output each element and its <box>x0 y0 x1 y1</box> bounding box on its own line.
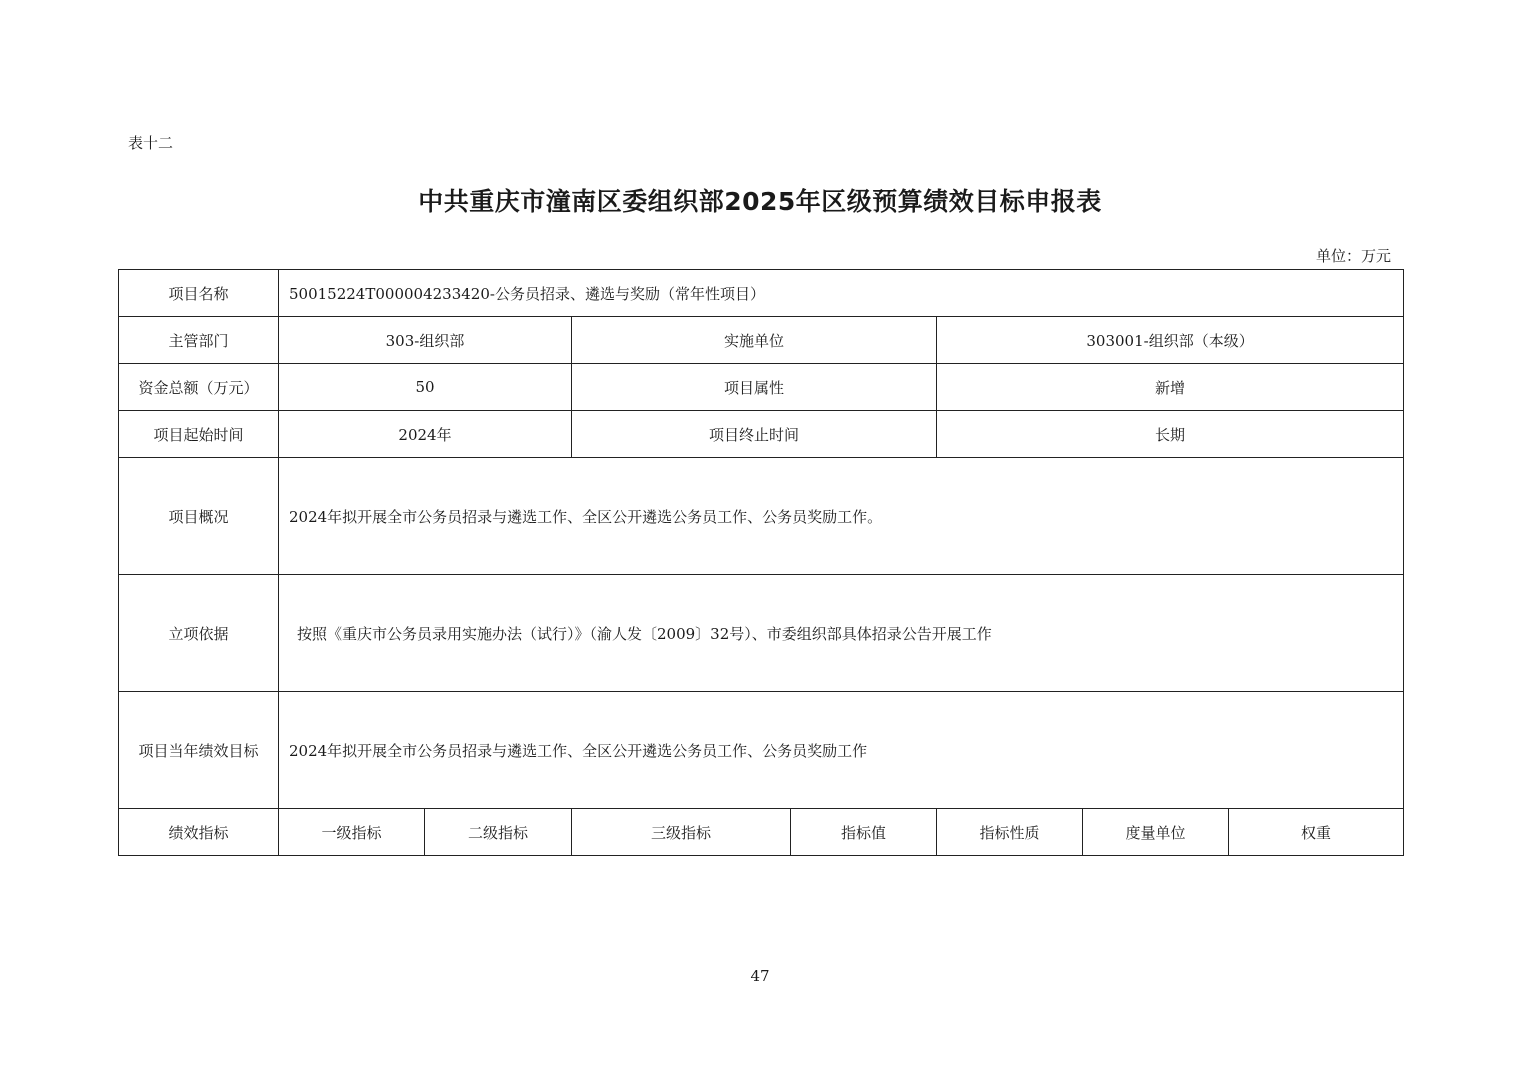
impl-label: 实施单位 <box>572 317 937 364</box>
budget-target-table <box>118 269 1404 856</box>
row-department <box>119 317 1404 364</box>
indicator-header-cell: 权重 <box>1229 809 1404 856</box>
attr-value: 新增 <box>937 364 1404 411</box>
dept-label: 主管部门 <box>119 317 279 364</box>
overview-label: 项目概况 <box>119 458 279 575</box>
table-number: 表十二 <box>128 134 174 152</box>
impl-value: 303001-组织部（本级） <box>937 317 1404 364</box>
page-number: 47 <box>750 967 770 985</box>
attr-label: 项目属性 <box>572 364 937 411</box>
start-value: 2024年 <box>279 411 572 458</box>
start-label: 项目起始时间 <box>119 411 279 458</box>
row-basis <box>119 575 1404 692</box>
fund-value: 50 <box>279 364 572 411</box>
row-goal <box>119 692 1404 809</box>
end-label: 项目终止时间 <box>572 411 937 458</box>
row-project-name <box>119 270 1404 317</box>
indicator-header-cell: 指标值 <box>791 809 937 856</box>
document-title: 中共重庆市潼南区委组织部2025年区级预算绩效目标申报表 <box>418 187 1102 216</box>
indicator-header-cell: 二级指标 <box>425 809 572 856</box>
row-overview <box>119 458 1404 575</box>
project-name-value: 50015224T000004233420-公务员招录、遴选与奖励（常年性项目） <box>279 270 1404 317</box>
goal-label: 项目当年绩效目标 <box>119 692 279 809</box>
indicator-header-cell: 度量单位 <box>1083 809 1229 856</box>
unit-label: 单位：万元 <box>1315 247 1391 265</box>
indicator-header-cell: 三级指标 <box>572 809 791 856</box>
project-name-label: 项目名称 <box>119 270 279 317</box>
basis-label: 立项依据 <box>119 575 279 692</box>
end-value: 长期 <box>937 411 1404 458</box>
indicator-header-cell: 指标性质 <box>937 809 1083 856</box>
fund-label: 资金总额（万元） <box>119 364 279 411</box>
basis-value: 按照《重庆市公务员录用实施办法（试行）》（渝人发〔2009〕32号）、市委组织部具体招录公告开展工作 <box>279 575 1404 692</box>
indicator-header-cell: 一级指标 <box>279 809 425 856</box>
row-indicators-header <box>119 809 1404 856</box>
row-fund <box>119 364 1404 411</box>
overview-value: 2024年拟开展全市公务员招录与遴选工作、全区公开遴选公务员工作、公务员奖励工作。 <box>279 458 1404 575</box>
dept-value: 303-组织部 <box>279 317 572 364</box>
row-period <box>119 411 1404 458</box>
goal-value: 2024年拟开展全市公务员招录与遴选工作、全区公开遴选公务员工作、公务员奖励工作 <box>279 692 1404 809</box>
indicator-header-cell: 绩效指标 <box>119 809 279 856</box>
